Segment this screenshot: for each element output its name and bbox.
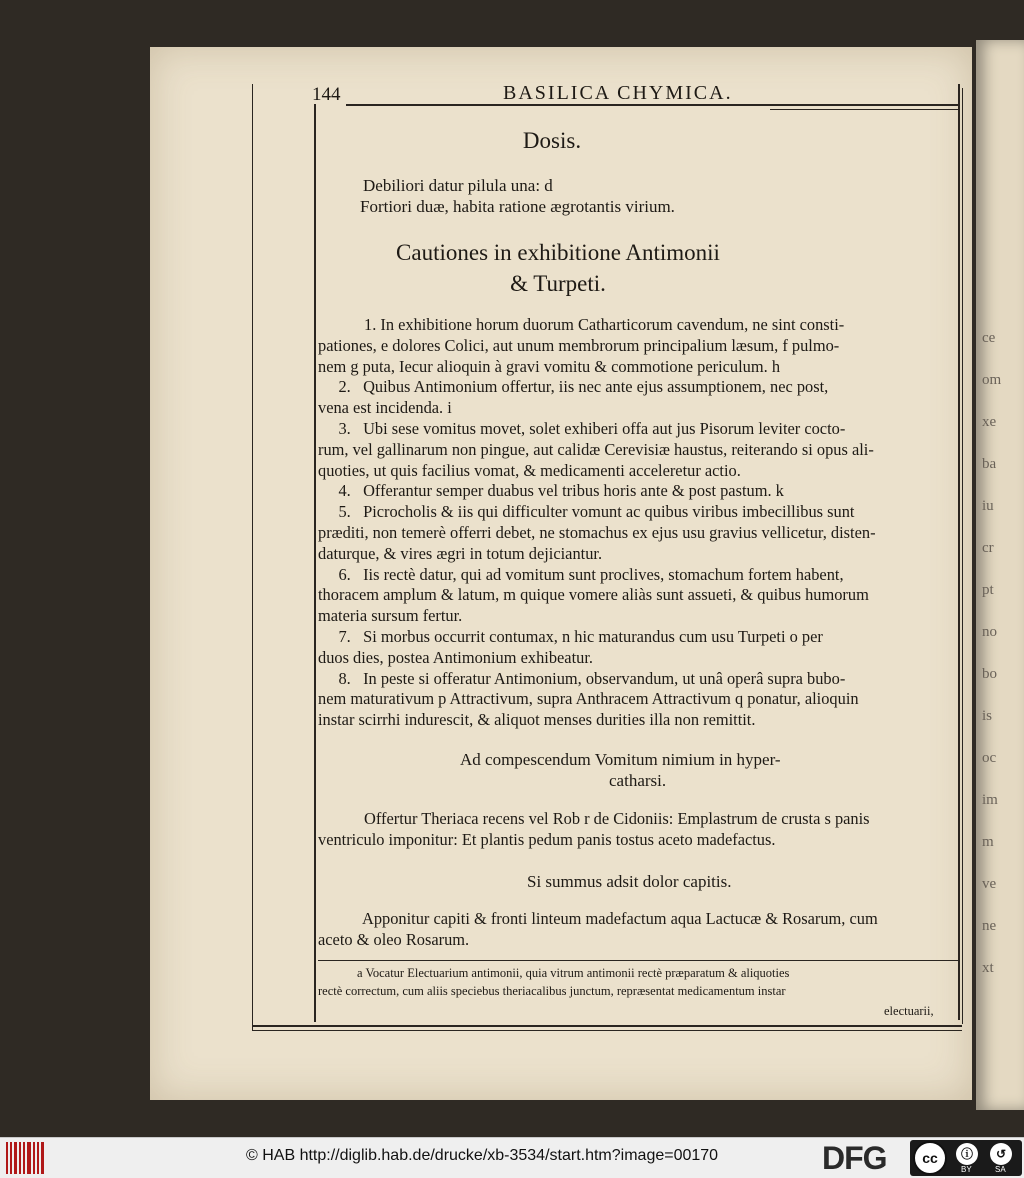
by-icon: ⓘ	[956, 1143, 978, 1165]
section-title-cautiones: Cautiones in exhibitione Antimonii	[396, 240, 720, 265]
running-head: BASILICA CHYMICA.	[503, 82, 733, 104]
header-rule-thin	[770, 109, 958, 110]
caution-line: 7. Si morbus occurrit contumax, n hic maturandus cum usu Turpeti o per	[318, 626, 823, 646]
next-page-fragment: pt	[982, 582, 994, 598]
caution-line: vena est incidenda. i	[318, 398, 452, 418]
caution-line: daturque, & vires ægri in totum dejiciantur.	[318, 543, 603, 563]
paragraph-line: Apponitur capiti & fronti linteum madefactum aqua Lactucæ & Rosarum, cum	[362, 909, 878, 928]
by-label: BY	[961, 1165, 972, 1174]
bottom-rule	[252, 1025, 962, 1027]
next-page-fragment: ba	[982, 456, 997, 472]
caution-line: præditi, non temerè offerri debet, ne stomachus ex ejus usu gravius vellicetur, disten-	[318, 522, 876, 542]
copyright-link[interactable]: © HAB http://diglib.hab.de/drucke/xb-3534/start.htm?image=00170	[246, 1147, 719, 1164]
caution-line: 8. In peste si offeratur Antimonium, observandum, ut unâ operâ supra bubo-	[318, 668, 846, 688]
caution-line: duos dies, postea Antimonium exhibeatur.	[318, 647, 593, 667]
next-page-fragment: cr	[982, 540, 994, 556]
caution-line: quoties, ut quis facilius vomat, & medicamenti acceleretur actio.	[318, 460, 741, 480]
caution-line: 4. Offerantur semper duabus vel tribus horis ante & post pastum. k	[318, 481, 784, 501]
next-page-fragment: iu	[982, 498, 994, 514]
section-title-cautiones-cont: & Turpeti.	[510, 271, 606, 296]
cautions-list	[318, 315, 958, 731]
dose-line: Debiliori datur pilula una: d	[363, 176, 553, 195]
caution-line: rum, vel gallinarum non pingue, aut calidæ Cerevisiæ haustus, reiterando si opus ali-	[318, 439, 874, 459]
hab-barcode-icon[interactable]	[6, 1142, 44, 1174]
dfg-logo[interactable]: DFG	[822, 1140, 887, 1176]
page-number: 144	[312, 84, 341, 105]
subsection-title-capitis: Si summus adsit dolor capitis.	[527, 872, 732, 891]
next-page-fragment: ne	[982, 918, 997, 934]
section-title-dosis: Dosis.	[522, 128, 582, 153]
next-page-fragment: im	[982, 792, 998, 808]
subsection-title-vomitum: Ad compescendum Vomitum nimium in hyper-	[460, 750, 781, 769]
caution-line: 5. Picrocholis & iis qui difficulter vomunt ac quibus viribus imbecillibus sunt	[318, 502, 855, 522]
caution-line: 2. Quibus Antimonium offertur, iis nec ante ejus assumptionem, nec post,	[318, 377, 829, 397]
caution-line: materia sursum fertur.	[318, 606, 463, 626]
caution-line: nem maturativum p Attractivum, supra Anthracem Attractivum q ponatur, alioquin	[318, 689, 859, 709]
page-outer-left-rule	[252, 84, 253, 1030]
footer-bar	[0, 1137, 1024, 1178]
cc-license-badge[interactable]	[910, 1140, 1022, 1176]
footnote-rule	[318, 960, 958, 961]
next-page-fragment: no	[982, 624, 997, 640]
subsection-title-vomitum-cont: catharsi.	[609, 771, 667, 790]
caution-line: 1. In exhibitione horum duorum Catharticorum cavendum, ne sint consti-	[364, 315, 845, 334]
caution-line: nem g puta, Iecur alioquin à gravi vomitu & commotione periculum. h	[318, 356, 781, 376]
sa-icon: ↺	[990, 1143, 1012, 1165]
paragraph-line: Offertur Theriaca recens vel Rob r de Cidoniis: Emplastrum de crusta s panis	[364, 809, 870, 828]
next-page-fragment: m	[982, 834, 994, 850]
paragraph-line: ventriculo imponitur: Et plantis pedum panis tostus aceto madefactus.	[318, 830, 776, 849]
next-page-fragment: is	[982, 708, 993, 724]
caution-line: instar scirrhi indurescit, & aliquot menses durities illa non remittit.	[318, 710, 756, 730]
right-frame-rule	[958, 84, 960, 1020]
caution-line: pationes, e dolores Colici, aut unum membrorum principalium læsum, f pulmo-	[318, 335, 840, 355]
footnote-line: rectè correctum, cum aliis speciebus theriacalibus junctum, repræsentat medicamentum instar	[318, 984, 786, 998]
next-page-fragment: bo	[982, 666, 997, 682]
dose-line: Fortiori duæ, habita ratione ægrotantis virium.	[360, 197, 675, 216]
next-page-fragment: ve	[982, 876, 997, 892]
caution-line: 6. Iis rectè datur, qui ad vomitum sunt proclives, stomachum fortem habent,	[318, 564, 844, 584]
next-page-fragment: ce	[982, 330, 996, 346]
next-page-fragment: om	[982, 372, 1002, 388]
next-page-fragment: xt	[982, 960, 994, 976]
bottom-rule-thin	[252, 1030, 962, 1031]
footnote-line: a Vocatur Electuarium antimonii, quia vitrum antimonii rectè præparatum & aliquoties	[357, 966, 790, 980]
next-page-edge	[976, 40, 1024, 1110]
caution-line: 3. Ubi sese vomitus movet, solet exhiberi offa aut jus Pisorum leviter cocto-	[318, 418, 846, 438]
next-page-fragment: oc	[982, 750, 997, 766]
outer-frame-rule	[962, 88, 963, 1024]
cc-icon: cc	[913, 1141, 947, 1175]
footnote-catchword: electuarii,	[884, 1004, 934, 1018]
next-page-fragment: xe	[982, 414, 997, 430]
caution-line: thoracem amplum & latum, m quique vomere aliàs sunt assueti, & quibus humorum	[318, 585, 869, 605]
sa-label: SA	[995, 1165, 1006, 1174]
paragraph-line: aceto & oleo Rosarum.	[318, 930, 470, 949]
